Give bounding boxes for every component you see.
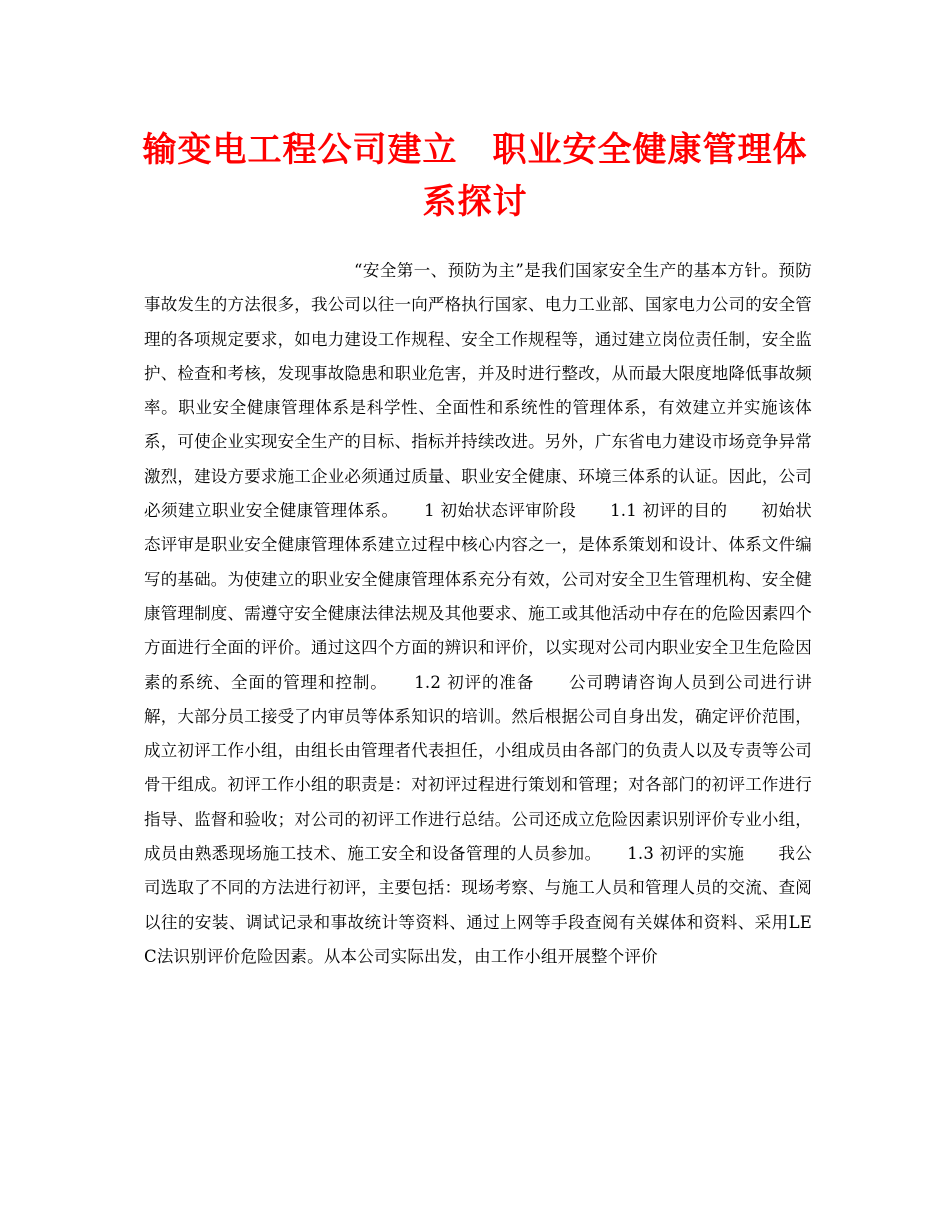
document-title-line-2: 系探讨 (422, 182, 528, 222)
document-title (100, 124, 850, 228)
document-body-paragraph: “安全第一、预防为主”是我们国家安全生产的基本方针。预防事故发生的方法很多，我公司以往一向严格执行国家、电力工业部、国家电力公司的安全管理的各项规定要求，如电力建设工作规程、安全工作规程等，通过建立岗位责任制，安全监护、检查和考核，发现事故隐患和职业危害，并及时进行整改，从而最大限度地降低事故频率。职业安全健康管理体系是科学性、全面性和系统性的管理体系，有效建立并实施该体系，可使企业实现安全生产的目标、指标并持续改进。另外，广东省电力建设市场竞争异常激烈，建设方要求施工企业必须通过质量、职业安全健康、环境三体系的认证。因此，公司必须建立职业安全健康管理体系。 1 初始状态评审阶段 1.1 初评的目的 初始状态评审是职业安全健康管理体系建立过程中核心内容之一，是体系策划和设计、体系文件编写的基础。为使建立的职业安全健康管理体系充分有效，公司对安全卫生管理机构、安全健康管理制度、需遵守安全健康法律法规及其他要求、施工或其他活动中存在的危险因素四个方面进行全面的评价。通过这四个方面的辨识和评价，以实现对公司内职业安全卫生危险因素的系统、全面的管理和控制。 1.2 初评的准备 公司聘请咨询人员到公司进行讲解，大部分员工接受了内审员等体系知识的培训。然后根据公司自身出发，确定评价范围，成立初评工作小组，由组长由管理者代表担任，小组成员由各部门的负责人以及专责等公司骨干组成。初评工作小组的职责是：对初评过程进行策划和管理；对各部门的初评工作进行指导、监督和验收；对公司的初评工作进行总结。公司还成立危险因素识别评价专业小组，成员由熟悉现场施工技术、施工安全和设备管理的人员参加。 1.3 初评的实施 我公司选取了不同的方法进行初评，主要包括：现场考察、与施工人员和管理人员的交流、查阅以往的安装、调试记录和事故统计等资料、通过上网等手段查阅有关媒体和资料、采用LEC法识别评价危险因素。从本公司实际出发，由工作小组开展整个评价 (144, 261, 812, 966)
document-title-line-1: 输变电工程公司建立 职业安全健康管理体 (142, 130, 808, 170)
